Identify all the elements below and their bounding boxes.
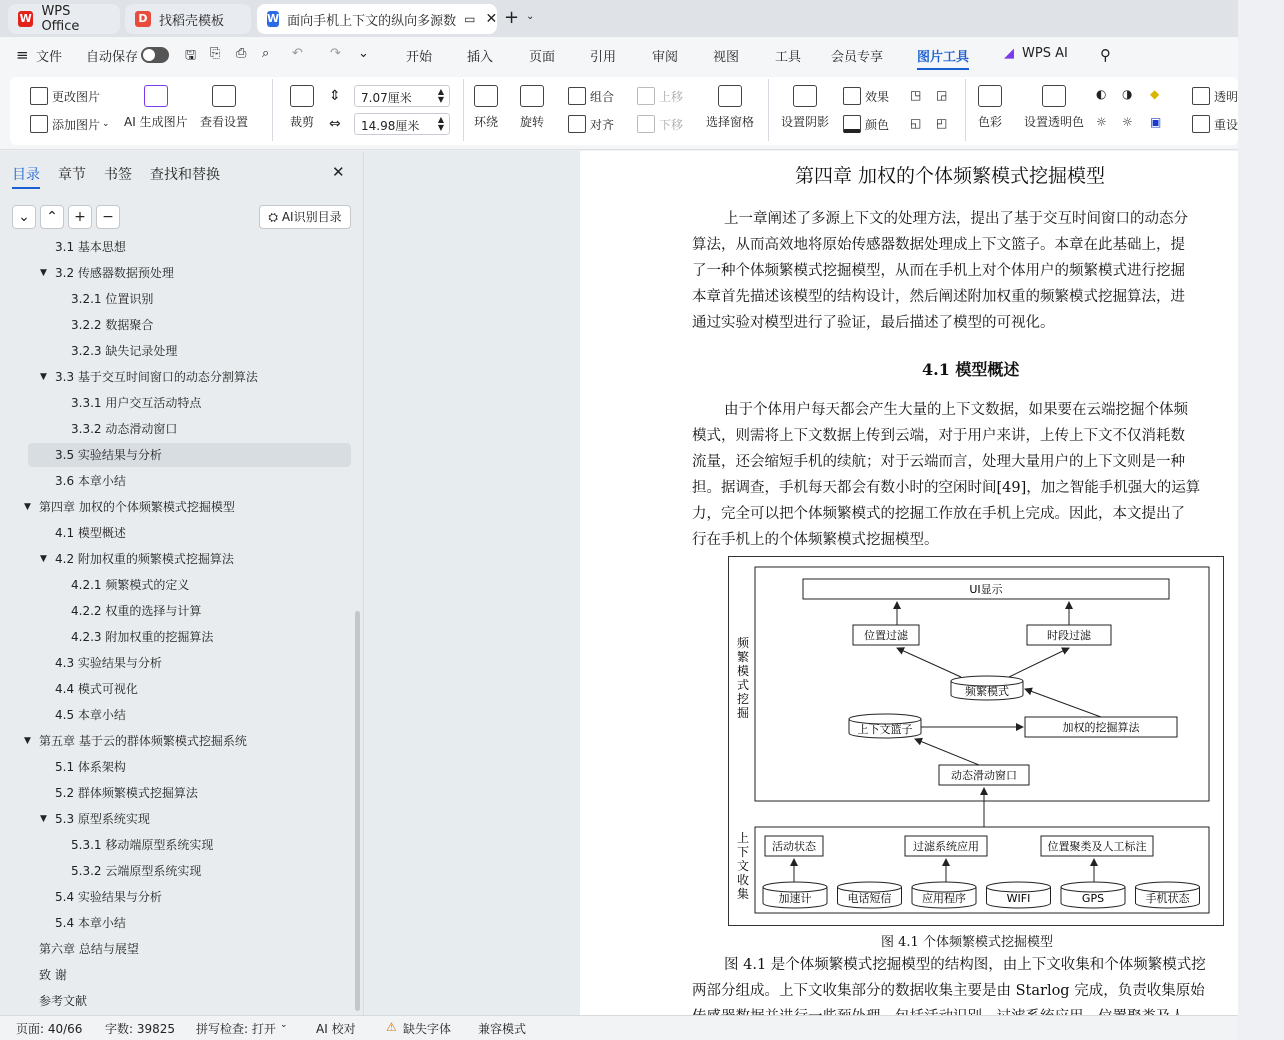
tab-label: 面向手机上下文的纵向多源数 xyxy=(287,13,457,29)
toc-item[interactable]: 4.2.2 权重的选择与计算 xyxy=(71,604,202,618)
toc-item[interactable]: 4.2.1 频繁模式的定义 xyxy=(71,578,190,592)
group-icon xyxy=(568,87,586,105)
color-mode-icon xyxy=(978,85,1002,107)
close-panel-icon[interactable]: ✕ xyxy=(332,163,345,181)
toc-item[interactable]: 3.5 实验结果与分析 xyxy=(55,448,162,462)
shadow-down-icon[interactable]: ◲ xyxy=(936,88,948,102)
toc-item[interactable]: 3.2.1 位置识别 xyxy=(71,292,154,306)
docer-icon: D xyxy=(135,11,151,27)
source-db xyxy=(1061,882,1125,892)
expand-up-button[interactable]: ⌃ xyxy=(40,205,64,229)
chevron-down-icon[interactable]: ⌄ xyxy=(526,11,535,22)
document-page[interactable] xyxy=(580,151,1238,1015)
toc-item[interactable]: 3.6 本章小结 xyxy=(55,474,126,488)
wrap-button[interactable]: 环绕 xyxy=(474,85,498,130)
section-title: 4.1 模型概述 xyxy=(922,360,1020,379)
toc-expand-icon[interactable]: ▼ xyxy=(24,736,31,746)
toc-item[interactable]: 3.1 基本思想 xyxy=(55,240,126,254)
toc-item[interactable]: 第六章 总结与展望 xyxy=(39,942,139,956)
print-preview-icon[interactable]: ⌕ xyxy=(262,46,270,61)
source-label: WIFI xyxy=(1006,892,1031,905)
tab-wps-office[interactable] xyxy=(8,4,120,34)
toc-item[interactable]: 3.2.2 数据聚合 xyxy=(71,318,154,332)
menu-wps-ai[interactable]: WPS AI xyxy=(1022,46,1068,61)
file-menu[interactable]: 文件 xyxy=(36,50,63,65)
transparent-icon xyxy=(1042,85,1066,107)
time-filter-label: 时段过滤 xyxy=(1047,629,1091,642)
source-label: 手机状态 xyxy=(1145,892,1190,905)
toc-item[interactable]: 5.4 实验结果与分析 xyxy=(55,890,162,904)
menu-bar xyxy=(0,37,1238,73)
set-shadow-button[interactable]: 设置阴影 xyxy=(781,85,829,130)
text-line: 模式，则需将上下文数据上传到云端，对于用户来讲，上传上下文不仅消耗数 xyxy=(692,428,1185,444)
toc-expand-icon[interactable]: ▼ xyxy=(40,554,47,564)
toc-item[interactable]: 4.5 本章小结 xyxy=(55,708,126,722)
rotate-icon xyxy=(520,85,544,107)
tab-document[interactable] xyxy=(257,4,497,34)
brightness-up-icon[interactable]: ◐ xyxy=(1096,87,1107,101)
compat-mode[interactable]: 兼容模式 xyxy=(478,1022,527,1036)
navigation-panel xyxy=(0,151,364,1015)
toc-item[interactable]: 参考文献 xyxy=(39,994,88,1008)
menu-member[interactable]: 会员专享 xyxy=(831,50,884,65)
change-image-icon xyxy=(30,87,48,105)
text-line: 上一章阐述了多源上下文的处理方法，提出了基于交互时间窗口的动态分 xyxy=(724,211,1188,227)
text-line: 了一种个体频繁模式挖掘模型，从而在手机上对个体用户的频繁模式进行挖掘 xyxy=(692,263,1185,279)
autosave-label: 自动保存 xyxy=(86,50,139,65)
spell-chevron-icon[interactable]: ⌄ xyxy=(280,1020,288,1030)
writer-icon: W xyxy=(267,12,280,25)
activity-label: 活动状态 xyxy=(772,840,816,853)
text-line: 由于个体用户每天都会产生大量的上下文数据，如果要在云端挖掘个体频 xyxy=(724,402,1188,418)
toc-item[interactable]: 4.2 附加权重的频繁模式挖掘算法 xyxy=(55,552,234,566)
source-label: GPS xyxy=(1081,892,1105,905)
set-transparent-button[interactable]: 设置透明色 xyxy=(1024,85,1084,130)
reset-button[interactable]: 重设 xyxy=(1192,115,1238,133)
ai-image-icon xyxy=(144,85,168,107)
move-down-icon xyxy=(637,115,655,133)
search-icon[interactable]: ⚲ xyxy=(1100,46,1111,64)
tab-label: WPS Office xyxy=(41,4,80,34)
toc-item[interactable]: 4.4 模式可视化 xyxy=(55,682,138,696)
move-up-icon xyxy=(637,87,655,105)
toc-item[interactable]: 5.3.1 移动端原型系统实现 xyxy=(71,838,214,852)
menu-picture-tools[interactable]: 图片工具 xyxy=(917,46,969,70)
redo-icon[interactable]: ↷ xyxy=(330,46,341,61)
source-label: 电话短信 xyxy=(847,892,892,905)
export-icon[interactable]: ⎘ xyxy=(210,46,221,61)
ai-toc-button[interactable]: ⛭ AI识别目录 xyxy=(259,205,351,229)
toc-item[interactable]: 5.2 群体频繁模式挖掘算法 xyxy=(55,786,198,800)
view-settings-icon xyxy=(212,85,236,107)
print-icon[interactable]: ⎙ xyxy=(236,46,247,61)
height-icon: ⇕ xyxy=(329,88,341,104)
selection-pane-icon xyxy=(718,85,742,107)
figure-caption: 图 4.1 个体频繁模式挖掘模型 xyxy=(881,935,1053,950)
toc-expand-icon[interactable]: ▼ xyxy=(40,814,47,824)
toc-item[interactable]: 第五章 基于云的群体频繁模式挖掘系统 xyxy=(39,734,247,748)
collapse-all-button[interactable]: ⌄ xyxy=(12,205,36,229)
crop-icon xyxy=(290,85,314,107)
tab-toc[interactable]: 目录 xyxy=(12,164,40,189)
loc-cluster-label: 位置聚类及人工标注 xyxy=(1047,840,1147,853)
upper-label: 频繁模式挖掘 xyxy=(737,636,750,720)
menu-tools[interactable]: 工具 xyxy=(775,50,802,65)
spell-check[interactable]: 拼写检查: 打开 xyxy=(196,1022,276,1036)
tab-chapters[interactable]: 章节 xyxy=(58,167,86,183)
add-image-icon xyxy=(30,115,48,133)
dim-icon[interactable]: ☼ xyxy=(1122,115,1133,129)
loc-filter-label: 位置过滤 xyxy=(864,629,908,642)
source-label: 应用程序 xyxy=(922,892,966,905)
effect-icon xyxy=(843,87,861,105)
text-line: 本章首先描述该模型的结构设计，然后阐述附加权重的频繁模式挖掘算法，进 xyxy=(692,289,1185,305)
toc-item[interactable]: 致 谢 xyxy=(39,968,67,982)
source-label: 加速计 xyxy=(778,892,812,905)
chapter-title: 第四章 加权的个体频繁模式挖掘模型 xyxy=(795,165,1106,187)
move-up-button[interactable]: 上移 xyxy=(637,87,683,105)
figure-model-diagram[interactable] xyxy=(728,556,1224,926)
ai-icon: ⛭ xyxy=(268,210,282,224)
remove-heading-button[interactable]: − xyxy=(96,205,120,229)
toc-item[interactable]: 4.2.3 附加权重的挖掘算法 xyxy=(71,630,214,644)
wrap-icon xyxy=(474,85,498,107)
missing-font[interactable]: 缺失字体 xyxy=(403,1022,452,1036)
text-line: 行在手机上的个体频繁模式挖掘模型。 xyxy=(692,532,939,548)
shadow-left-icon[interactable]: ◱ xyxy=(910,116,922,130)
autosave-toggle[interactable] xyxy=(141,47,169,63)
basket-label: 上下文篮子 xyxy=(857,723,913,736)
width-input[interactable]: 14.98厘米 ▲ ▼ xyxy=(354,113,450,135)
shadow-icon xyxy=(793,85,817,107)
toc-item[interactable]: 4.3 实验结果与分析 xyxy=(55,656,162,670)
menu-page[interactable]: 页面 xyxy=(529,50,556,65)
text-line: 图 4.1 是个体频繁模式挖掘模型的结构图，由上下文收集和个体频繁模式挖 xyxy=(724,957,1206,973)
height-input[interactable]: 7.07厘米 ▲ ▼ xyxy=(354,85,450,107)
transparency-button[interactable]: 透明 xyxy=(1192,87,1238,105)
brightness-icon[interactable]: ☼ xyxy=(1096,115,1107,129)
sliding-window-label: 动态滑动窗口 xyxy=(951,769,1017,782)
ai-proofread[interactable]: AI 校对 xyxy=(316,1022,356,1036)
tab-bookmarks[interactable]: 书签 xyxy=(104,167,132,183)
effect-button[interactable]: 效果 xyxy=(843,87,889,105)
rotate-button[interactable]: 旋转 xyxy=(520,85,544,130)
sys-filter-label: 过滤系统应用 xyxy=(913,840,979,853)
color-icon xyxy=(843,115,861,133)
menu-review[interactable]: 审阅 xyxy=(652,50,679,65)
wps-logo-icon: W xyxy=(19,12,32,25)
source-db xyxy=(763,882,827,892)
source-db xyxy=(987,882,1051,892)
toc-item[interactable]: 3.3 基于交互时间窗口的动态分割算法 xyxy=(55,370,258,384)
menu-insert[interactable]: 插入 xyxy=(467,50,494,65)
toc-item[interactable]: 第四章 加权的个体频繁模式挖掘模型 xyxy=(39,500,235,514)
tab-screen-icon[interactable]: ▭ xyxy=(464,12,476,26)
text-line: 担。据调查，手机每天都会有数小时的空闲时间[49]，加之智能手机强大的运算 xyxy=(692,480,1201,496)
close-icon[interactable]: ✕ xyxy=(485,11,498,27)
change-image-button[interactable]: 更改图片 xyxy=(30,87,100,105)
color-button[interactable]: 颜色 xyxy=(843,115,889,133)
ui-label: UI显示 xyxy=(969,583,1003,596)
toc-expand-icon[interactable]: ▼ xyxy=(40,268,47,278)
menu-home[interactable]: 开始 xyxy=(406,50,433,65)
toc-item[interactable]: 3.2.3 缺失记录处理 xyxy=(71,344,178,358)
save-icon[interactable]: 🖫 xyxy=(185,48,197,63)
transparency-icon xyxy=(1192,87,1210,105)
hamburger-icon[interactable]: ≡ xyxy=(16,46,29,64)
menu-view[interactable]: 视图 xyxy=(713,50,740,65)
source-db xyxy=(838,882,902,892)
toc-item[interactable]: 3.2 传感器数据预处理 xyxy=(55,266,174,280)
tab-template[interactable] xyxy=(125,4,251,34)
contrast-icon[interactable]: ◑ xyxy=(1122,87,1133,101)
move-down-button[interactable]: 下移 xyxy=(637,115,683,133)
source-db xyxy=(912,882,976,892)
new-tab-icon[interactable]: + xyxy=(504,7,520,28)
text-line: 流量，还会缩短手机的续航；对于云端而言，处理大量用户的上下文则是一种 xyxy=(692,454,1185,470)
title-tab-bar xyxy=(0,0,1238,37)
crop-button[interactable]: 裁剪 xyxy=(290,85,314,130)
toc-list xyxy=(0,241,356,1011)
fill-color-icon[interactable]: ◆ xyxy=(1150,87,1160,101)
shadow-up-icon[interactable]: ◳ xyxy=(910,88,922,102)
color-mode-button[interactable]: 色彩 xyxy=(978,85,1002,130)
group-button[interactable]: 组合 xyxy=(568,87,614,105)
tab-label: 找稻壳模板 xyxy=(159,13,225,29)
word-count[interactable]: 字数: 39825 xyxy=(105,1022,176,1036)
border-color-icon[interactable]: ▣ xyxy=(1150,115,1162,129)
page-count[interactable]: 页面: 40/66 xyxy=(16,1022,83,1036)
toc-item[interactable]: 5.3 原型系统实现 xyxy=(55,812,150,826)
lower-label: 上下文收集 xyxy=(737,831,750,901)
add-heading-button[interactable]: + xyxy=(68,205,92,229)
toc-item[interactable]: 3.3.1 用户交互活动特点 xyxy=(71,396,202,410)
document-margin xyxy=(365,151,580,1015)
align-button[interactable]: 对齐 xyxy=(568,115,614,133)
undo-icon[interactable]: ↶ xyxy=(292,46,303,61)
text-line: 力，完全可以把个体频繁模式的挖掘工作放在手机上完成。因此，本文提出了 xyxy=(692,506,1185,522)
warning-icon: ⚠ xyxy=(386,1020,397,1034)
width-icon: ⇔ xyxy=(329,116,341,132)
shadow-right-icon[interactable]: ◰ xyxy=(936,116,948,130)
toc-item[interactable]: 5.4 本章小结 xyxy=(55,916,126,930)
more-chevron-icon[interactable]: ⌄ xyxy=(358,46,369,61)
text-line: 通过实验对模型进行了验证，最后描述了模型的可视化。 xyxy=(692,315,1055,331)
ai-image-button[interactable]: AI 生成图片 xyxy=(124,85,188,130)
source-db xyxy=(1136,882,1200,892)
toc-item[interactable]: 5.1 体系架构 xyxy=(55,760,126,774)
weighted-algo-label: 加权的挖掘算法 xyxy=(1062,721,1140,734)
view-settings-button[interactable]: 查看设置 xyxy=(200,85,248,130)
picture-tools-ribbon xyxy=(0,73,1238,150)
freq-pattern-label: 频繁模式 xyxy=(965,685,1009,698)
add-image-button[interactable]: 添加图片 ⌄ xyxy=(30,115,110,133)
toc-item[interactable]: 3.3.2 动态滑动窗口 xyxy=(71,422,178,436)
toc-expand-icon[interactable]: ▼ xyxy=(40,372,47,382)
status-bar xyxy=(0,1015,1238,1040)
selection-pane-button[interactable]: 选择窗格 xyxy=(706,85,754,130)
menu-references[interactable]: 引用 xyxy=(590,50,617,65)
tab-find-replace[interactable]: 查找和替换 xyxy=(150,167,220,183)
align-icon xyxy=(568,115,586,133)
toc-item[interactable]: 4.1 模型概述 xyxy=(55,526,126,540)
toc-expand-icon[interactable]: ▼ xyxy=(24,502,31,512)
wps-ai-icon: ◢ xyxy=(1004,46,1014,61)
reset-icon xyxy=(1192,115,1210,133)
toc-item[interactable]: 5.3.2 云端原型系统实现 xyxy=(71,864,202,878)
text-line: 算法，从而高效地将原始传感器数据处理成上下文篮子。本章在此基础上，提 xyxy=(692,237,1185,253)
text-line: 两部分组成。上下文收集部分的数据收集主要是由 Starlog 完成，负责收集原始 xyxy=(692,983,1205,999)
toc-scrollbar[interactable] xyxy=(355,611,360,1011)
